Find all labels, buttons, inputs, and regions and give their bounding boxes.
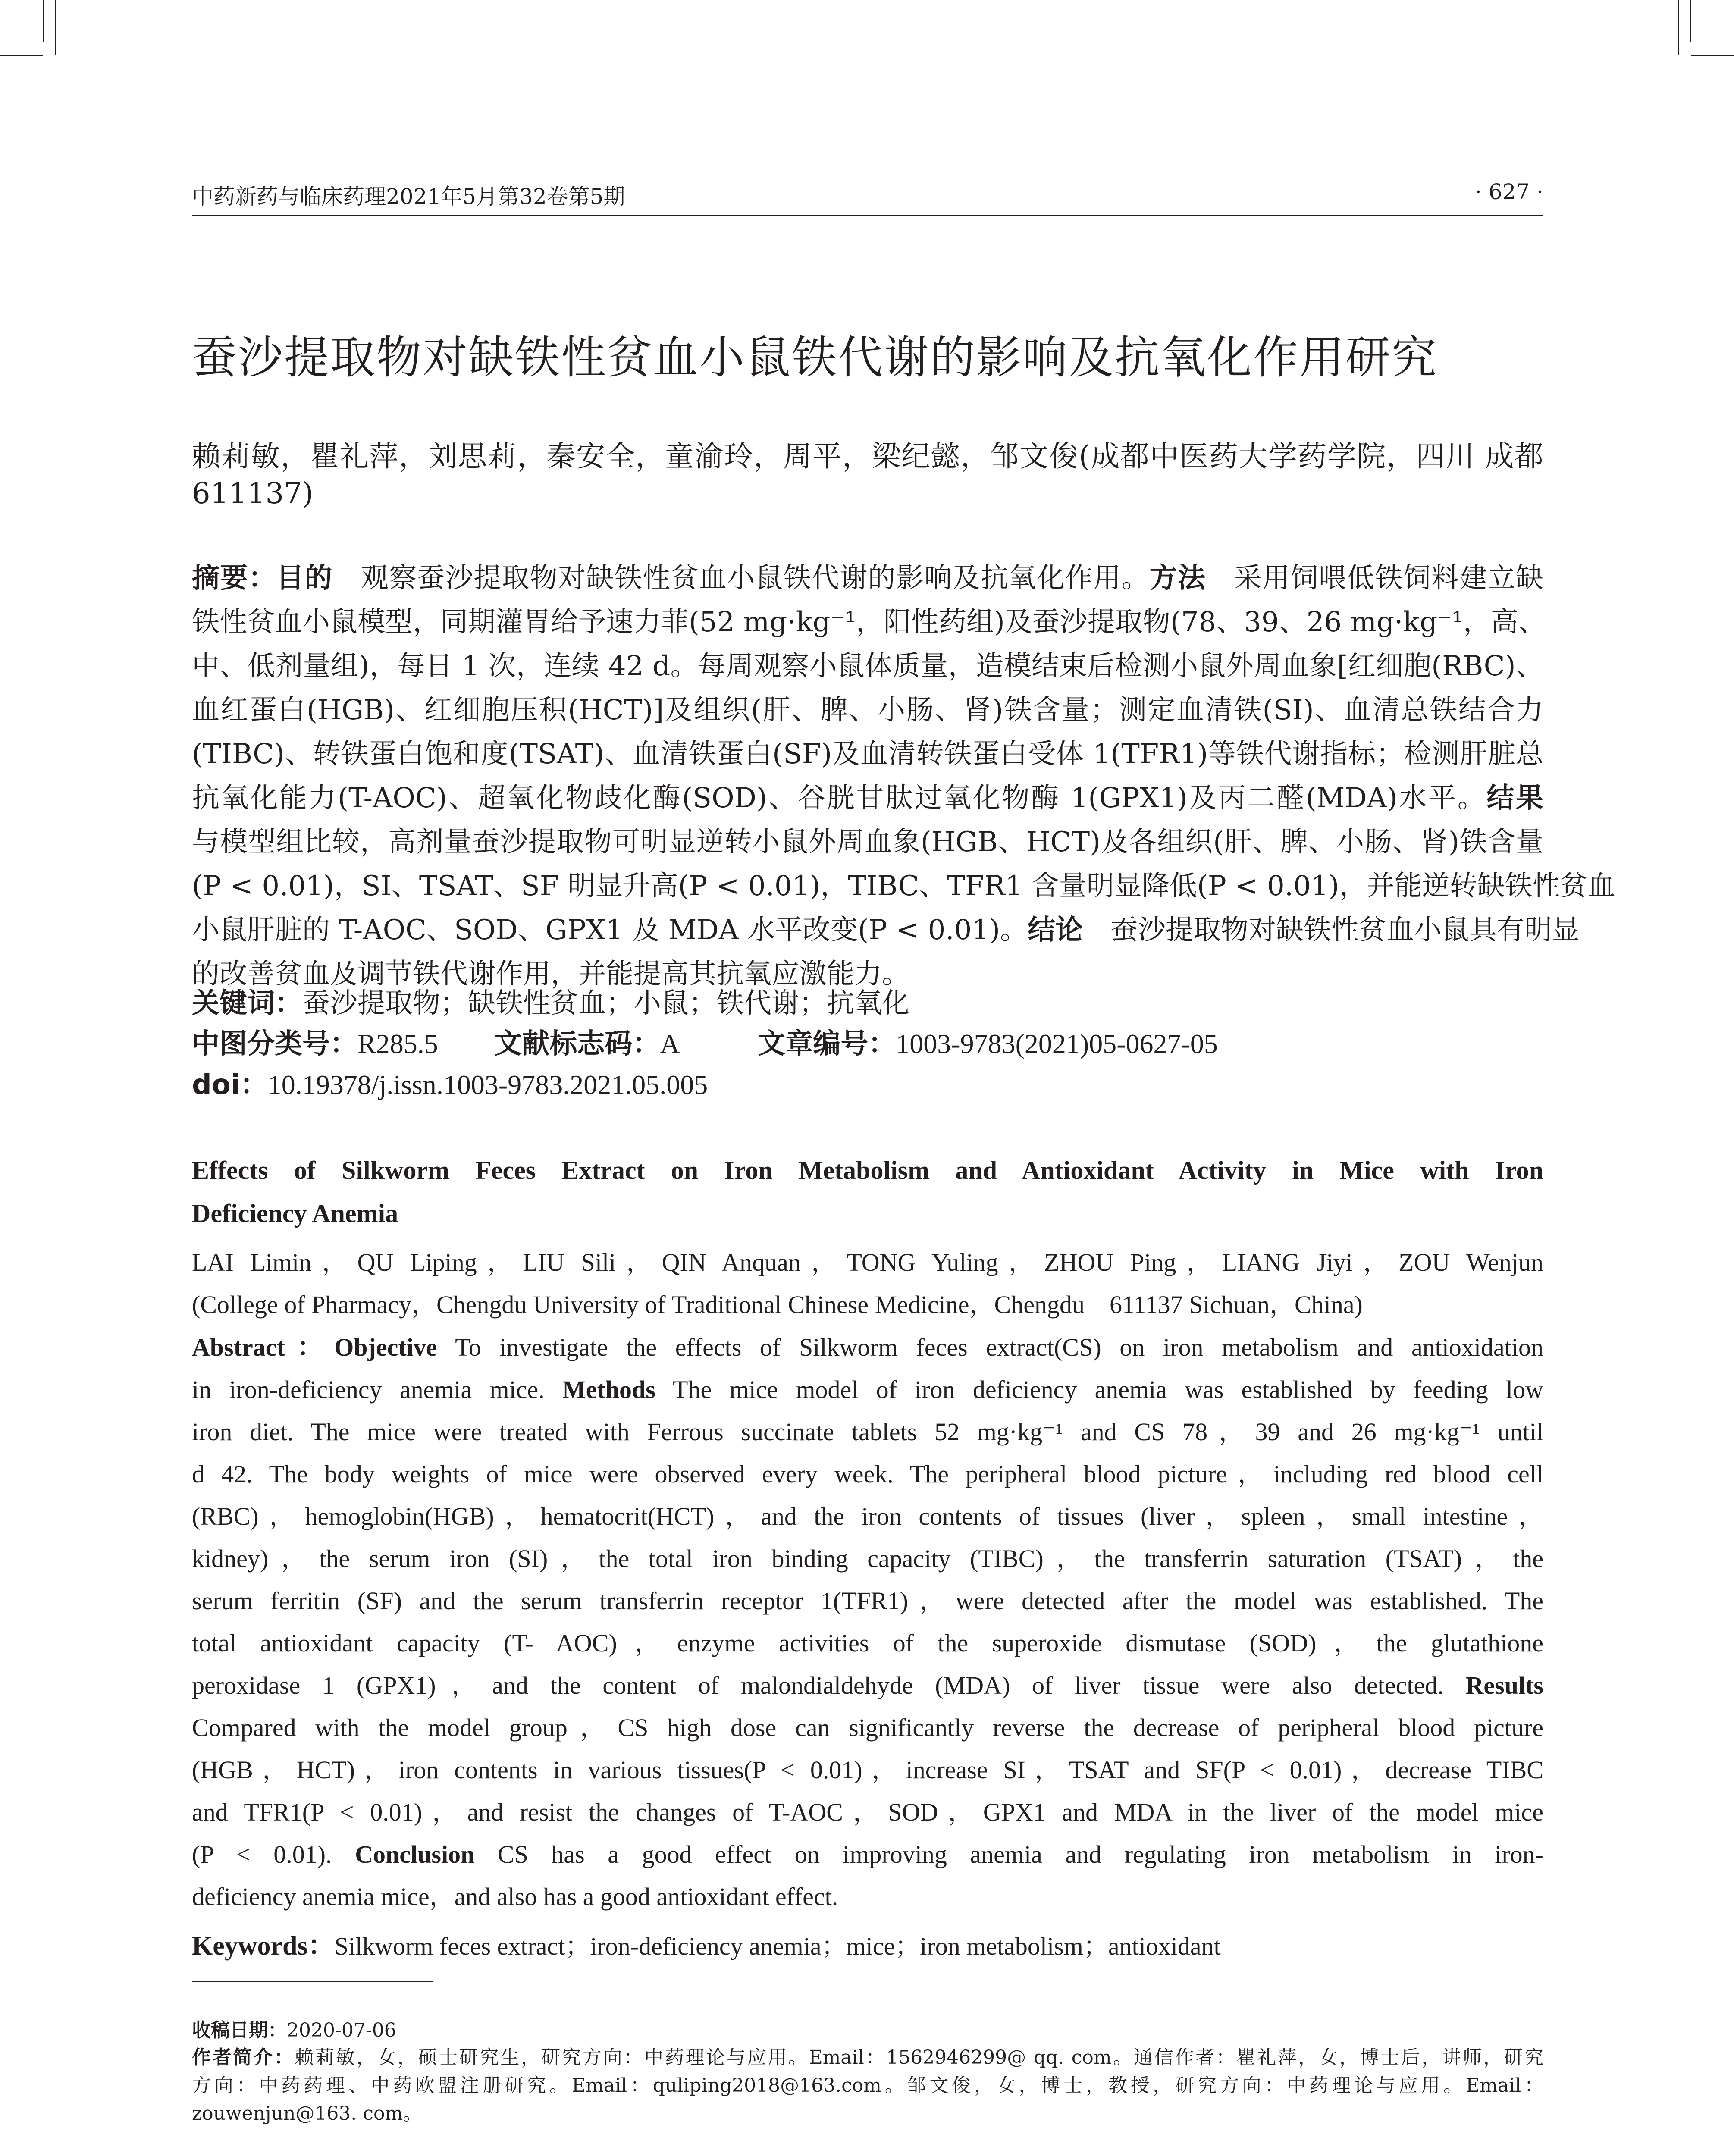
page-number: · 627 · bbox=[1474, 179, 1543, 204]
doi-line bbox=[192, 1063, 1543, 1107]
clc-label: 中图分类号： bbox=[192, 1028, 357, 1060]
bio-label: 作者简介： bbox=[192, 2046, 295, 2068]
doccode-value: A bbox=[660, 1028, 680, 1059]
abstract-text: 血红蛋白(HGB)、红细胞压积(HCT)]及组织(肝、脾、小肠、肾)铁含量；测定血清铁(SI)、血清总铁结合力 bbox=[192, 694, 1543, 726]
section-label: Results bbox=[1465, 1671, 1543, 1699]
abstract-text: 蚕沙提取物对缺铁性贫血小鼠具有明显 bbox=[1083, 914, 1580, 946]
abstract-line bbox=[192, 1580, 1543, 1622]
abstract-line bbox=[192, 688, 1543, 732]
abstract-text: peroxidase 1 (GPX1)，and the content of malondialdehyde (MDA) of liver tissue were also detected. bbox=[192, 1671, 1466, 1699]
abstract-line bbox=[192, 1749, 1543, 1791]
abstract-text: To investigate the effects of Silkworm feces extract(CS) on iron metabolism and antioxidation bbox=[437, 1333, 1543, 1361]
author-bio-end: zouwenjun@163. com。 bbox=[192, 2103, 422, 2125]
abstract-line bbox=[192, 556, 1543, 600]
english-authors: LAI Limin，QU Liping，LIU Sili，QIN Anquan，TONG Yuling，ZHOU Ping，LIANG Jiyi，ZOU Wenjun bbox=[192, 1248, 1543, 1276]
abstract-line bbox=[192, 1791, 1543, 1833]
crop-mark bbox=[1690, 0, 1691, 42]
abstract-text: Compared with the model group，CS high dose can significantly reverse the decrease of peripheral blood picture bbox=[192, 1714, 1543, 1742]
abstract-text: (P < 0.01). bbox=[192, 1840, 355, 1868]
abstract-text: d 42. The body weights of mice were observed every week. The peripheral blood picture，including red blood cell bbox=[192, 1460, 1543, 1488]
abstract-line bbox=[192, 1664, 1543, 1707]
received-date bbox=[192, 2015, 1543, 2042]
abstract-text: iron diet. The mice were treated with Ferrous succinate tablets 52 mg·kg⁻¹ and CS 78，39 and 26 mg·kg⁻¹ until bbox=[192, 1418, 1543, 1446]
author-bio bbox=[192, 2042, 1543, 2069]
classification-line bbox=[192, 1022, 1543, 1066]
abstract-text: 采用饲喂低铁饲料建立缺 bbox=[1206, 562, 1544, 594]
clc-value: R285.5 bbox=[357, 1028, 438, 1059]
section-label: 结果 bbox=[1486, 782, 1544, 814]
abstract-line bbox=[192, 864, 1615, 908]
crop-mark bbox=[55, 0, 56, 55]
keywords-text: 蚕沙提取物；缺铁性贫血；小鼠；铁代谢；抗氧化 bbox=[302, 987, 909, 1019]
abstract-text: 观察蚕沙提取物对缺铁性贫血小鼠铁代谢的影响及抗氧化作用。 bbox=[332, 562, 1150, 594]
abstract-line bbox=[192, 776, 1543, 820]
section-label: 结论 bbox=[1028, 914, 1083, 946]
doccode-label: 文献标志码： bbox=[494, 1028, 660, 1060]
abstract-line bbox=[192, 644, 1543, 688]
abstract-line bbox=[192, 1411, 1543, 1453]
crop-mark bbox=[1691, 55, 1734, 56]
doi-link[interactable]: 10.19378/j.issn.1003-9783.2021.05.005 bbox=[267, 1069, 708, 1100]
abstract-text: in iron-deficiency anemia mice. bbox=[192, 1376, 562, 1404]
abstract-line bbox=[192, 732, 1543, 776]
abstract-line bbox=[192, 1538, 1543, 1580]
keywords-en-label: Keywords： bbox=[192, 1931, 335, 1961]
abstract-en bbox=[192, 1326, 1543, 1918]
article-no-label: 文章编号： bbox=[758, 1028, 896, 1060]
article-no-value: 1003-9783(2021)05-0627-05 bbox=[896, 1028, 1218, 1059]
crop-mark bbox=[43, 0, 44, 42]
section-label: Methods bbox=[562, 1376, 655, 1404]
received-value: 2020-07-06 bbox=[287, 2019, 396, 2041]
abstract-line bbox=[192, 600, 1546, 644]
abstract-text: 中、低剂量组)，每日 1 次，连续 42 d。每周观察小鼠体质量，造模结束后检测小鼠外周血象[红细胞(RBC)、 bbox=[192, 650, 1543, 682]
abstract-text: 铁性贫血小鼠模型，同期灌胃给予速力菲(52 mg·kg⁻¹，阳性药组)及蚕沙提取物(78、39、26 mg·kg⁻¹，高、 bbox=[192, 606, 1546, 638]
bio-text: 赖莉敏，女，硕士研究生，研究方向：中药理论与应用。Email：1562946299@ qq. com。通信作者：瞿礼萍，女，博士后，讲师，研究 bbox=[295, 2046, 1544, 2068]
journal-info: 中药新药与临床药理2021年5月第32卷第5期 bbox=[192, 184, 625, 209]
abstract-text: 小鼠肝脏的 T-AOC、SOD、GPX1 及 MDA 水平改变(P < 0.01)。 bbox=[192, 914, 1028, 946]
abstract-text: total antioxidant capacity (T- AOC)，enzyme activities of the superoxide dismutase (SOD)，the glutathione bbox=[192, 1629, 1543, 1657]
english-title: Effects of Silkworm Feces Extract on Iron Metabolism and Antioxidant Activity in Mice with Iron bbox=[192, 1156, 1543, 1185]
abstract-text: 抗氧化能力(T-AOC)、超氧化物歧化酶(SOD)、谷胱甘肽过氧化物酶 1(GPX1)及丙二醛(MDA)水平。 bbox=[192, 782, 1487, 814]
section-label: Abstract：Objective bbox=[192, 1333, 437, 1361]
footnote-rule bbox=[192, 1981, 433, 1982]
abstract-text: (RBC)，hemoglobin(HGB)，hematocrit(HCT)，and the iron contents of tissues (liver，spleen，small intestine， bbox=[192, 1502, 1543, 1530]
keywords-en bbox=[192, 1924, 1543, 1962]
abstract-line bbox=[192, 820, 1543, 864]
section-label: 方法 bbox=[1149, 562, 1206, 594]
abstract-line bbox=[192, 1326, 1543, 1369]
crop-mark bbox=[0, 55, 43, 56]
keywords-label: 关键词： bbox=[192, 987, 302, 1019]
abstract-text: and TFR1(P < 0.01)，and resist the changes of T-AOC，SOD，GPX1 and MDA in the liver of the model mice bbox=[192, 1798, 1543, 1826]
article-title: 蚕沙提取物对缺铁性贫血小鼠铁代谢的影响及抗氧化作用研究 bbox=[192, 331, 1438, 384]
abstract-line bbox=[192, 1876, 1543, 1918]
abstract-line bbox=[192, 1707, 1543, 1749]
doi-label: doi： bbox=[192, 1069, 268, 1101]
abstract-text: serum ferritin (SF) and the serum transferrin receptor 1(TFR1)，were detected after the model was established. The bbox=[192, 1587, 1543, 1615]
author-line: 赖莉敏，瞿礼萍，刘思莉，秦安全，童渝玲，周平，梁纪懿，邹文俊(成都中医药大学药学院，四川 成都 bbox=[192, 439, 1543, 473]
abstract-text: (P < 0.01)，SI、TSAT、SF 明显升高(P < 0.01)，TIBC、TFR1 含量明显降低(P < 0.01)，并能逆转缺铁性贫血 bbox=[192, 870, 1615, 902]
abstract-cn bbox=[192, 556, 1615, 996]
keywords-en-text: Silkworm feces extract；iron-deficiency anemia；mice；iron metabolism；antioxidant bbox=[334, 1932, 1221, 1960]
abstract-line bbox=[192, 908, 1580, 952]
abstract-line bbox=[192, 1453, 1543, 1495]
english-title-continued: Deficiency Anemia bbox=[192, 1199, 398, 1228]
abstract-line bbox=[192, 1495, 1543, 1538]
abstract-text: CS has a good effect on improving anemia and regulating iron metabolism in iron- bbox=[474, 1840, 1543, 1868]
abstract-text: 的改善贫血及调节铁代谢作用，并能提高其抗氧应激能力。 bbox=[192, 958, 909, 990]
abstract-line bbox=[192, 1622, 1543, 1664]
abstract-text: kidney)，the serum iron (SI)，the total iron binding capacity (TIBC)，the transferrin saturation (TSAT)，the bbox=[192, 1545, 1543, 1573]
section-label: Conclusion bbox=[355, 1840, 475, 1868]
section-label: 摘要：目的 bbox=[192, 562, 333, 594]
keywords-cn bbox=[192, 981, 1543, 1025]
running-header bbox=[192, 176, 1543, 216]
abstract-text: The mice model of iron deficiency anemia was established by feeding low bbox=[655, 1376, 1544, 1404]
crop-mark bbox=[1678, 0, 1679, 55]
abstract-text: deficiency anemia mice，and also has a good antioxidant effect. bbox=[192, 1883, 838, 1911]
author-line-continued: 611137) bbox=[192, 476, 314, 510]
abstract-text: 与模型组比较，高剂量蚕沙提取物可明显逆转小鼠外周血象(HGB、HCT)及各组织(肝、脾、小肠、肾)铁含量 bbox=[192, 826, 1543, 858]
abstract-line bbox=[192, 1369, 1543, 1411]
abstract-text: (TIBC)、转铁蛋白饱和度(TSAT)、血清铁蛋白(SF)及血清转铁蛋白受体 1(TFR1)等铁代谢指标；检测肝脏总 bbox=[192, 738, 1543, 770]
author-bio-continued: 方向：中药药理、中药欧盟注册研究。Email：quliping2018@163.com。邹文俊，女，博士，教授，研究方向：中药理论与应用。Email： bbox=[192, 2075, 1543, 2096]
received-label: 收稿日期： bbox=[192, 2019, 287, 2041]
abstract-text: (HGB，HCT)，iron contents in various tissues(P < 0.01)，increase SI，TSAT and SF(P < 0.01)，decrease TIBC bbox=[192, 1756, 1543, 1784]
english-affiliation: (College of Pharmacy，Chengdu University of Traditional Chinese Medicine，Chengdu 611137 Sichuan，China) bbox=[192, 1291, 1363, 1319]
abstract-line bbox=[192, 1833, 1543, 1876]
